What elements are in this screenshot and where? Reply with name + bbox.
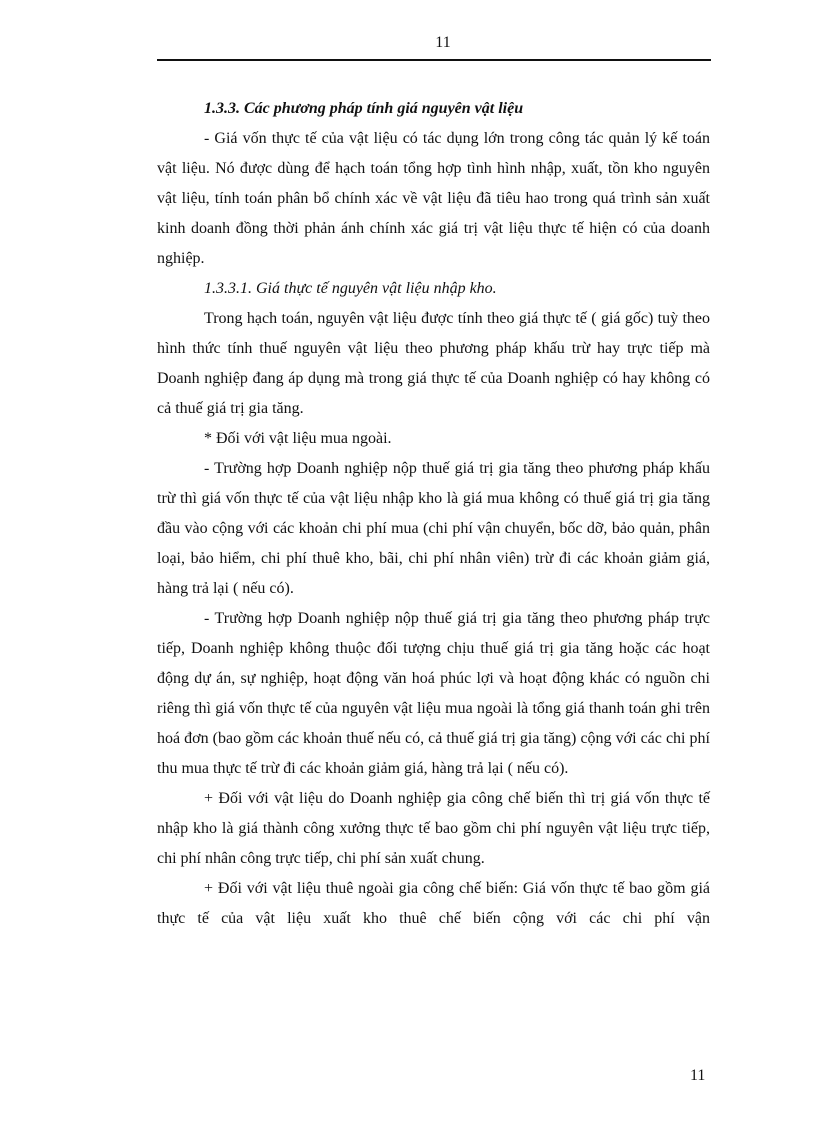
paragraph-3: * Đối với vật liệu mua ngoài. — [204, 430, 392, 447]
paragraph-6: + Đối với vật liệu do Doanh nghiệp gia công chế biến thì trị giá vốn thực tế nhập kho là giá thành công xưởng thực tế bao gồm chi phí nguyên vật liệu trực tiếp, chi phí nhân công trực tiếp, chi phí sản xuất chung. — [157, 790, 710, 867]
document-body — [157, 94, 710, 934]
paragraph-4: - Trường hợp Doanh nghiệp nộp thuế giá trị gia tăng theo phương pháp khấu trừ thì giá vốn thực tế của vật liệu nhập kho là giá mua không có thuế giá trị gia tăng đầu vào cộng với các khoản chi phí mua (chi phí vận chuyển, bốc dỡ, bảo quản, phân loại, bảo hiểm, chi phí thuê kho, bãi, chi phí nhân viên) trừ đi các khoản giảm giá, hàng trả lại ( nếu có). — [157, 460, 710, 597]
header-divider — [157, 59, 711, 61]
section-heading: 1.3.3. Các phương pháp tính giá nguyên vật liệu — [204, 100, 524, 117]
paragraph-1: - Giá vốn thực tế của vật liệu có tác dụng lớn trong công tác quản lý kế toán vật liệu. Nó được dùng để hạch toán tổng hợp tình hình nhập, xuất, tồn kho nguyên vật liệu, tính toán phân bổ chính xác về vật liệu đã tiêu hao trong quá trình sản xuất kinh doanh đồng thời phản ánh chính xác giá trị vật liệu thực tế hiện có của doanh nghiệp. — [157, 130, 710, 267]
paragraph-7: + Đối với vật liệu thuê ngoài gia công chế biến: Giá vốn thực tế bao gồm giá thực tế của vật liệu xuất kho thuê chế biến cộng với các chi phí vận — [157, 880, 710, 927]
subsection-heading: 1.3.3.1. Giá thực tế nguyên vật liệu nhập kho. — [204, 280, 497, 297]
paragraph-2: Trong hạch toán, nguyên vật liệu được tính theo giá thực tế ( giá gốc) tuỳ theo hình thức tính thuế nguyên vật liệu theo phương pháp khấu trừ hay trực tiếp mà Doanh nghiệp đang áp dụng mà trong giá thực tế của Doanh nghiệp có hay không có cả thuế giá trị gia tăng. — [157, 310, 710, 417]
paragraph-5: - Trường hợp Doanh nghiệp nộp thuế giá trị gia tăng theo phương pháp trực tiếp, Doanh nghiệp không thuộc đối tượng chịu thuế giá trị gia tăng hoặc các hoạt động dự án, sự nghiệp, hoạt động văn hoá phúc lợi và hoạt động khác có nguồn chi riêng thì giá vốn thực tế của nguyên vật liệu mua ngoài là tổng giá thanh toán ghi trên hoá đơn (bao gồm các khoản thuế nếu có, cả thuế giá trị gia tăng) cộng với các chi phí thu mua thực tế trừ đi các khoản giảm giá, hàng trả lại ( nếu có). — [157, 610, 710, 777]
footer-page-number: 11 — [690, 1067, 706, 1084]
header-page-number: 11 — [435, 34, 451, 51]
